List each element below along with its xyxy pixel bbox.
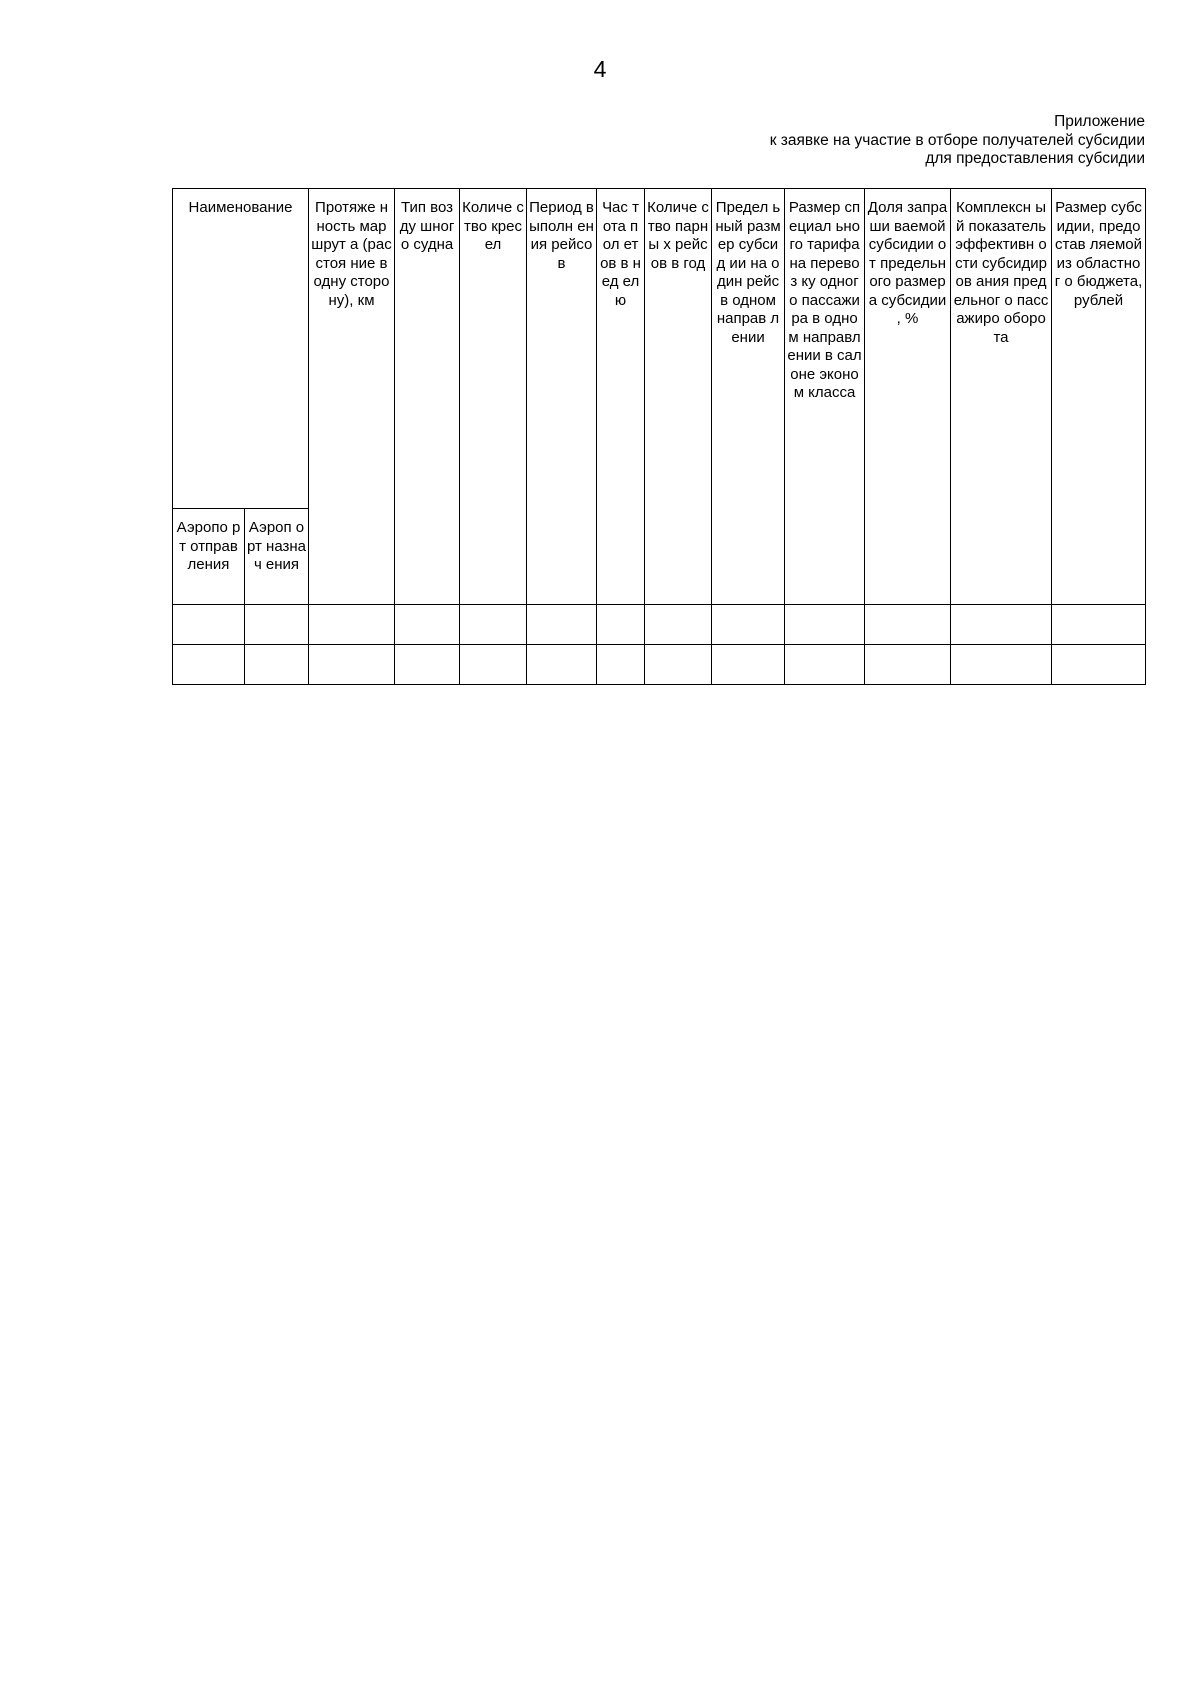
table-cell	[597, 605, 645, 645]
header-paired-flights: Количе ство парны х рейсов в год	[645, 189, 712, 605]
table-cell	[865, 645, 951, 685]
table-cell	[712, 645, 785, 685]
appendix-subtitle-line1: к заявке на участие в отборе получателей субсидии	[769, 131, 1145, 149]
table-cell	[645, 645, 712, 685]
subheader-destination-airport: Аэроп орт назнач ения	[245, 509, 309, 605]
table-cell	[527, 645, 597, 685]
page-number: 4	[593, 56, 607, 82]
table-cell	[785, 645, 865, 685]
subheader-departure-airport: Аэропо рт отправ ления	[173, 509, 245, 605]
table-cell	[173, 605, 245, 645]
table-cell	[460, 605, 527, 645]
header-frequency: Час тота пол етов в нед елю	[597, 189, 645, 605]
table-row	[173, 605, 1146, 645]
table-cell	[645, 605, 712, 645]
header-special-tariff: Размер специал ьного тарифа на перевоз ку одного пассажи ра в одном направл ении в салоне эконом класса	[785, 189, 865, 605]
table-cell	[309, 645, 395, 685]
table-cell	[173, 645, 245, 685]
table-cell	[712, 605, 785, 645]
table-cell	[245, 605, 309, 645]
appendix-title: Приложение	[1054, 113, 1145, 130]
table-cell	[1052, 645, 1146, 685]
table-cell	[785, 605, 865, 645]
header-row	[173, 189, 1146, 509]
header-seats: Количе ство кресел	[460, 189, 527, 605]
appendix-caption	[770, 113, 1145, 169]
table-cell	[395, 605, 460, 645]
header-efficiency: Комплексн ый показатель эффективн ости субсидиров ания предельног о пассажиро оборота	[951, 189, 1052, 605]
table-cell	[245, 645, 309, 685]
header-max-subsidy: Предел ьный размер субсид ии на один рейс в одном направ лении	[712, 189, 785, 605]
table-row	[173, 645, 1146, 685]
appendix-subtitle-line2: для предоставления субсидии	[925, 150, 1145, 167]
table-cell	[460, 645, 527, 685]
table-cell	[1052, 605, 1146, 645]
table-cell	[309, 605, 395, 645]
table-cell	[597, 645, 645, 685]
header-subsidy-share: Доля запраши ваемой субсидии от предельн ого размера субсидии , %	[865, 189, 951, 605]
table-cell	[527, 605, 597, 645]
table-cell	[951, 645, 1052, 685]
header-subsidy-amount: Размер субсидии, предостав ляемой из областног о бюджета, рублей	[1052, 189, 1146, 605]
subsidy-application-table	[172, 188, 1146, 685]
table-cell	[395, 645, 460, 685]
table-cell	[951, 605, 1052, 645]
table-cell	[865, 605, 951, 645]
header-route-length: Протяже нность маршрут а (расстоя ние в одну сторону), км	[309, 189, 395, 605]
header-name: Наименование	[173, 189, 309, 509]
header-flight-period: Период выполн ения рейсов	[527, 189, 597, 605]
header-aircraft-type: Тип возду шного судна	[395, 189, 460, 605]
